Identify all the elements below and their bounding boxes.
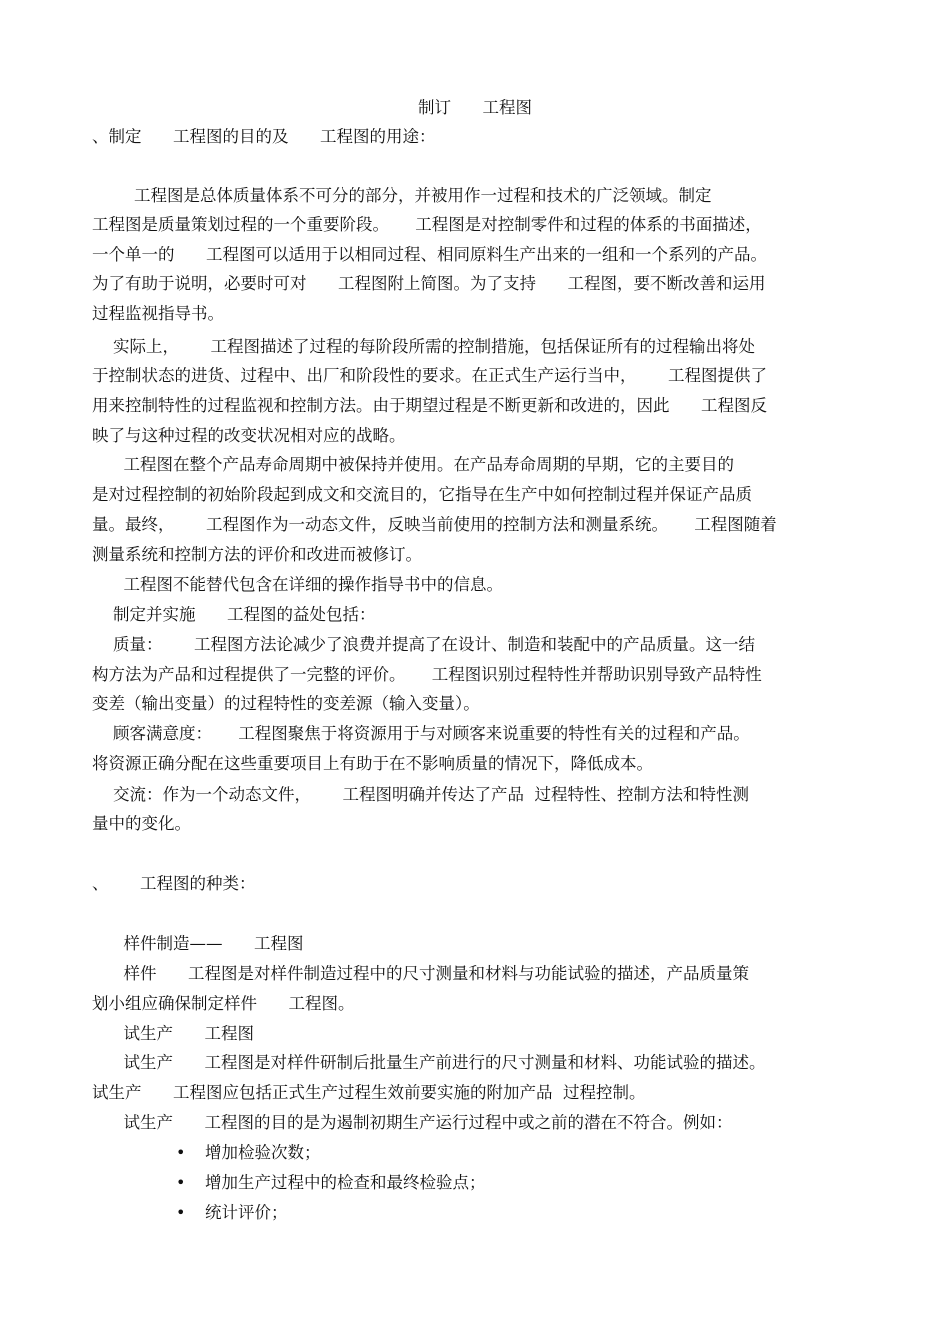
paragraph-line: 工程图不能替代包含在详细的操作指导书中的信息。 [92,575,503,594]
paragraph-line: 为了有助于说明，必要时可对 工程图附上简图。为了支持 工程图，要不断改善和运用 [92,274,766,293]
list-item: 增加生产过程中的检查和最终检验点； [205,1173,486,1192]
paragraph-line: 量。最终， 工程图作为一动态文件，反映当前使用的控制方法和测量系统。 工程图随着 [92,515,777,534]
section-heading-types: 、 工程图的种类： [92,874,256,893]
page-title: 制订 工程图 [418,98,532,117]
bullet-icon: • [176,1143,186,1162]
paragraph-line: 构方法为产品和过程提供了一完整的评价。 工程图识别过程特性并帮助识别导致产品特性 [92,665,762,684]
paragraph-line: 映了与这种过程的改变状况相对应的战略。 [92,426,406,445]
paragraph-line: 是对过程控制的初始阶段起到成文和交流目的，它指导在生产中如何控制过程并保证产品质 [92,485,752,504]
bullet-icon: • [176,1173,186,1192]
paragraph-line: 将资源正确分配在这些重要项目上有助于在不影响质量的情况下，降低成本。 [92,754,653,773]
paragraph-line: 试生产 工程图是对样件研制后批量生产前进行的尺寸测量和材料、功能试验的描述。 [92,1053,766,1072]
section-heading-purpose: 、制定 工程图的目的及 工程图的用途： [92,127,436,146]
paragraph-line: 划小组应确保制定样件 工程图。 [92,994,355,1013]
list-item: 增加检验次数； [205,1143,321,1162]
paragraph-line: 过程监视指导书。 [92,304,224,323]
paragraph-line: 工程图在整个产品寿命周期中被保持并使用。在产品寿命周期的早期，它的主要目的 [92,455,734,474]
paragraph-line: 工程图是总体质量体系不可分的部分，并被用作一过程和技术的广泛领域。制定 [92,186,712,205]
bullet-icon: • [176,1203,186,1222]
paragraph-line: 实际上， 工程图描述了过程的每阶段所需的控制措施，包括保证所有的过程输出将处 [92,337,755,356]
paragraph-line: 于控制状态的进货、过程中、出厂和阶段性的要求。在正式生产运行当中， 工程图提供了 [92,366,767,385]
paragraph-line: 试生产 工程图应包括正式生产过程生效前要实施的附加产品 过程控制。 [92,1083,646,1102]
paragraph-line: 测量系统和控制方法的评价和改进而被修订。 [92,545,422,564]
list-item: 统计评价； [205,1203,288,1222]
paragraph-line: 顾客满意度： 工程图聚焦于将资源用于与对顾客来说重要的特性有关的过程和产品。 [92,724,750,743]
paragraph-line: 质量： 工程图方法论减少了浪费并提高了在设计、制造和装配中的产品质量。这一结 [92,635,755,654]
subheading-trial-production: 试生产 工程图 [92,1024,254,1043]
paragraph-line: 变差（输出变量）的过程特性的变差源（输入变量）。 [92,694,480,713]
paragraph-line: 用来控制特性的过程监视和控制方法。由于期望过程是不断更新和改进的，因此 工程图反 [92,396,767,415]
paragraph-line: 工程图是质量策划过程的一个重要阶段。 工程图是对控制零件和过程的体系的书面描述， [92,215,762,234]
paragraph-line: 样件 工程图是对样件制造过程中的尺寸测量和材料与功能试验的描述，产品质量策 [92,964,749,983]
subheading-prototype: 样件制造—— 工程图 [92,934,304,953]
paragraph-line: 试生产 工程图的目的是为遏制初期生产运行过程中或之前的潜在不符合。例如： [92,1113,733,1132]
paragraph-line: 一个单一的 工程图可以适用于以相同过程、相同原料生产出来的一组和一个系列的产品。 [92,245,767,264]
paragraph-line: 制定并实施 工程图的益处包括： [92,605,376,624]
paragraph-line: 交流：作为一个动态文件， 工程图明确并传达了产品 过程特性、控制方法和特性测 [92,785,749,804]
paragraph-line: 量中的变化。 [92,814,191,833]
